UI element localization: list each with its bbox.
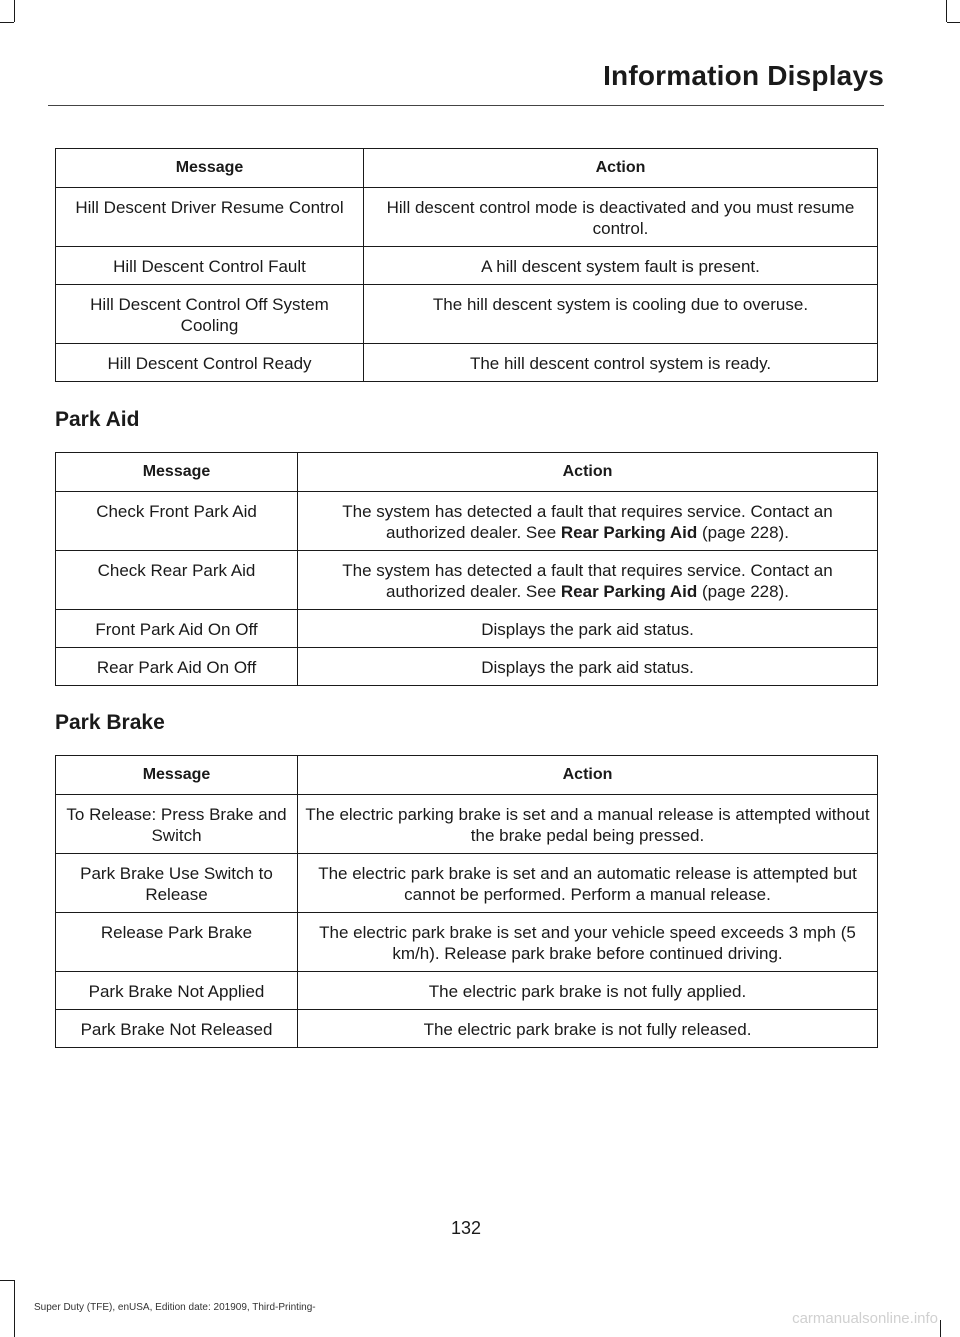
table-row xyxy=(56,913,878,972)
table-header-row xyxy=(56,756,878,795)
column-header-message: Message xyxy=(56,453,298,492)
table-row xyxy=(56,344,878,382)
table-row xyxy=(56,972,878,1010)
table-row xyxy=(56,854,878,913)
action-cell: The electric parking brake is set and a manual release is attempted without the brake pedal being pressed. xyxy=(298,795,878,854)
message-cell: Rear Park Aid On Off xyxy=(56,648,298,686)
page-number: 132 xyxy=(450,1218,482,1238)
header-rule xyxy=(48,105,884,106)
table-row xyxy=(56,551,878,610)
page-title: Information Displays xyxy=(603,60,884,91)
table-row xyxy=(56,247,878,285)
action-cell: A hill descent system fault is present. xyxy=(364,247,878,285)
message-cell: Hill Descent Driver Resume Control xyxy=(56,188,364,247)
column-header-message: Message xyxy=(56,149,364,188)
message-cell: Hill Descent Control Ready xyxy=(56,344,364,382)
message-cell: Release Park Brake xyxy=(56,913,298,972)
column-header-action: Action xyxy=(364,149,878,188)
message-cell: Park Brake Not Applied xyxy=(56,972,298,1010)
action-text: The system has detected a fault that requires service. Contact an authorized dealer. See xyxy=(342,502,833,542)
action-cell: The electric park brake is not fully applied. xyxy=(298,972,878,1010)
crop-mark xyxy=(0,1280,14,1281)
page-reference: (page 228). xyxy=(697,582,789,601)
crop-mark xyxy=(940,1320,941,1337)
table-header-row xyxy=(56,453,878,492)
crop-mark xyxy=(14,0,15,22)
action-cell: The hill descent system is cooling due to overuse. xyxy=(364,285,878,344)
action-cell: Displays the park aid status. xyxy=(298,648,878,686)
column-header-message: Message xyxy=(56,756,298,795)
column-header-action: Action xyxy=(298,453,878,492)
action-cell: Hill descent control mode is deactivated and you must resume control. xyxy=(364,188,878,247)
crop-mark xyxy=(947,22,960,23)
crop-mark xyxy=(14,1280,15,1337)
action-text: The system has detected a fault that requires service. Contact an authorized dealer. See xyxy=(342,561,833,601)
crop-mark xyxy=(946,0,947,22)
watermark: carmanualsonline.info xyxy=(792,1310,938,1327)
action-cell: The electric park brake is set and your vehicle speed exceeds 3 mph (5 km/h). Release park brake before continued driving. xyxy=(298,913,878,972)
action-cell: The electric park brake is set and an automatic release is attempted but cannot be performed. Perform a manual release. xyxy=(298,854,878,913)
action-cell: The electric park brake is not fully released. xyxy=(298,1010,878,1048)
park-brake-table xyxy=(55,755,878,1048)
edition-footer: Super Duty (TFE), enUSA, Edition date: 201909, Third-Printing- xyxy=(34,1302,316,1313)
message-cell: To Release: Press Brake and Switch xyxy=(56,795,298,854)
action-cell xyxy=(298,492,878,551)
message-cell: Hill Descent Control Off System Cooling xyxy=(56,285,364,344)
hill-descent-table xyxy=(55,148,878,382)
action-cell: The hill descent control system is ready. xyxy=(364,344,878,382)
message-cell: Park Brake Use Switch to Release xyxy=(56,854,298,913)
action-cell: Displays the park aid status. xyxy=(298,610,878,648)
message-cell: Hill Descent Control Fault xyxy=(56,247,364,285)
cross-reference-link[interactable]: Rear Parking Aid xyxy=(560,523,698,542)
column-header-action: Action xyxy=(298,756,878,795)
table-row xyxy=(56,610,878,648)
section-heading-park-aid: Park Aid xyxy=(55,408,140,431)
message-cell: Check Rear Park Aid xyxy=(56,551,298,610)
cross-reference-link[interactable]: Rear Parking Aid xyxy=(560,582,698,601)
park-aid-table xyxy=(55,452,878,686)
section-heading-park-brake: Park Brake xyxy=(55,711,165,734)
action-cell xyxy=(298,551,878,610)
message-cell: Park Brake Not Released xyxy=(56,1010,298,1048)
table-row xyxy=(56,285,878,344)
crop-mark xyxy=(0,22,14,23)
table-row xyxy=(56,188,878,247)
table-row xyxy=(56,795,878,854)
page-reference: (page 228). xyxy=(697,523,789,542)
table-header-row xyxy=(56,149,878,188)
message-cell: Front Park Aid On Off xyxy=(56,610,298,648)
message-cell: Check Front Park Aid xyxy=(56,492,298,551)
table-row xyxy=(56,648,878,686)
table-row xyxy=(56,1010,878,1048)
table-row xyxy=(56,492,878,551)
